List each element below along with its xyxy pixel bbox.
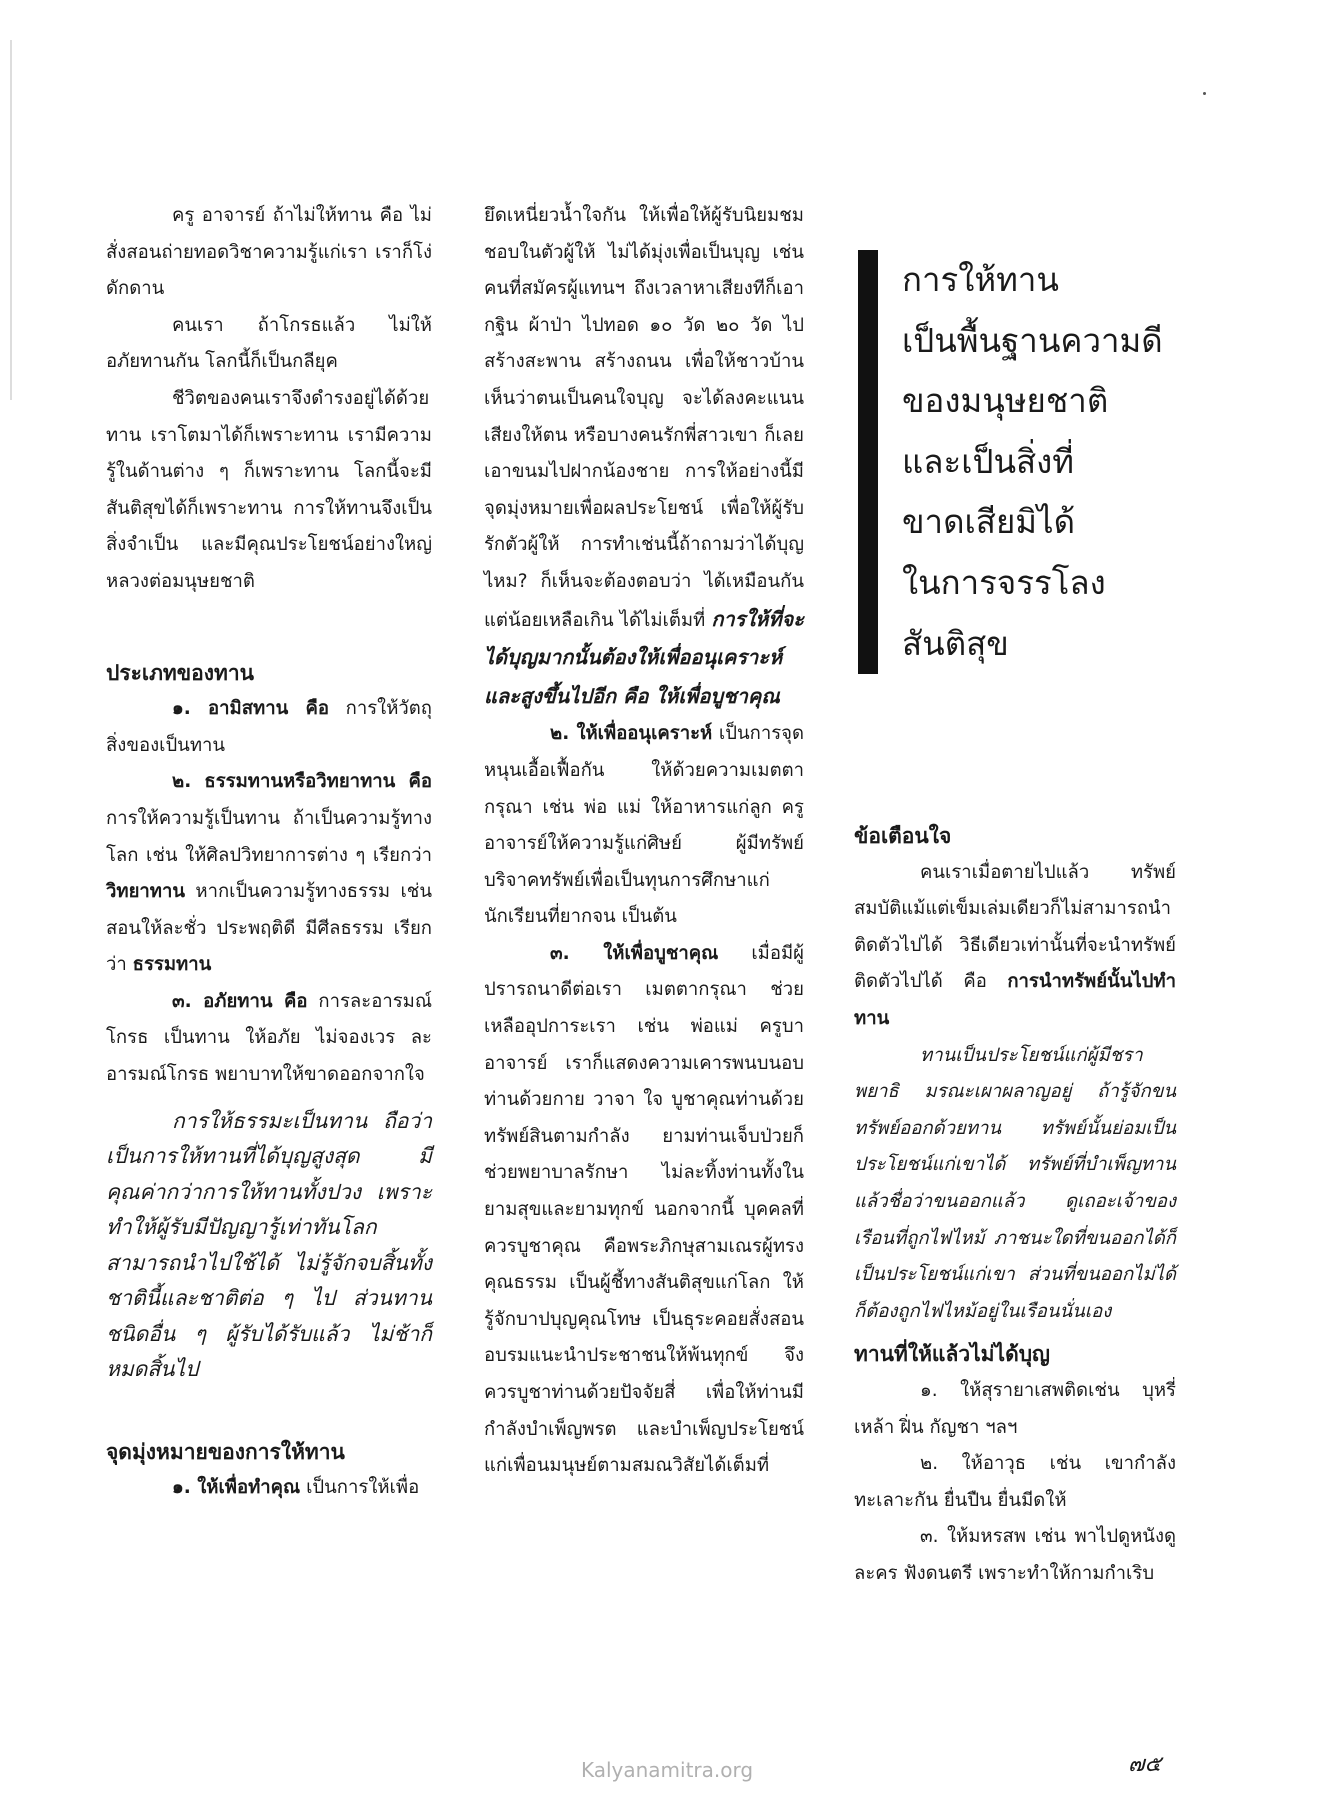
page-number: ๗๕	[1128, 1752, 1162, 1777]
emphasis-give-wealth: การนำทรัพย์นั้นไปทำทาน	[854, 971, 1176, 1029]
goal-1	[106, 1470, 432, 1507]
heading-types-of-giving: ประเภทของทาน	[106, 660, 254, 685]
goal-text: เมื่อมีผู้ปรารถนาดีต่อเรา เมตตากรุณา ช่วยเหลืออุปการะเรา เช่น พ่อแม่ ครูบาอาจารย์ เราก็แสดงความเคารพนบนอบท่านด้วยกาย วาจา ใจ บูชาคุณท่านด้วยทรัพย์สินตามกำลัง ยามท่านเจ็บป่วยก็ช่วยพยาบาลรักษา ไม่ละทิ้งท่านทั้งในยามสุขและยามทุกข์ นอกจากนี้ บุคคลที่ควรบูชาคุณ คือพระภิกษุสามเณรผู้ทรงคุณธรรม เป็นผู้ชี้ทางสันติสุขแก่โลก ให้รู้จักบาปบุญคุณโทษ เป็นธุระคอยสั่งสอนอบรมแนะนำประชาชนให้พ้นทุกข์ จึงควรบูชาท่านด้วยปัจจัยสี่ เพื่อให้ท่านมีกำลังบำเพ็ญพรต และบำเพ็ญประโยชน์แก่เพื่อนมนุษย์ตามสมณวิสัยได้เต็มที่	[484, 942, 804, 1477]
goal-2	[484, 716, 804, 936]
no-merit-item-1: ๑. ให้สุรายาเสพติดเช่น บุหรี่ เหล้า ฝิ่น กัญชา ฯลฯ	[854, 1379, 1176, 1438]
paragraph-wealth-after-death	[854, 855, 1176, 1038]
paragraph-life-by-giving: ชีวิตของคนเราจึงดำรงอยู่ได้ด้วยทาน เราโตมาได้ก็เพราะทาน เรามีความรู้ในด้านต่าง ๆ ก็เพราะทาน โลกนี้จะมีสันติสุขได้ก็เพราะทาน การให้ทานจึงเป็นสิ่งจำเป็น และมีคุณประโยชน์อย่างใหญ่หลวงต่อมนุษยชาติ	[106, 387, 432, 592]
item-text: หากเป็นความรู้ทางธรรม เช่น สอนให้ละชั่ว ประพฤติดี มีศีลธรรม เรียกว่า	[106, 881, 432, 976]
paragraph-continued	[484, 198, 804, 716]
heading-giving-without-merit: ทานที่ให้แล้วไม่ได้บุญ	[854, 1342, 1050, 1367]
term-vidya-dana: วิทยาทาน	[106, 881, 186, 903]
goal-text: เป็นการจุดหนุนเอื้อเฟื้อกัน ให้ด้วยความเมตตากรุณา เช่น พ่อ แม่ ให้อาหารแก่ลูก ครูอาจารย์ให้ความรู้แก่ศิษย์ ผู้มีทรัพย์บริจาคทรัพย์เพื่อเป็นทุนการศึกษาแก่นักเรียนที่ยากจน เป็นต้น	[484, 723, 804, 928]
emphasis-more-merit: การให้ที่จะได้บุญมากนั้นต้องให้เพื่ออนุเคราะห์ และสูงขึ้นไปอีก คือ ให้เพื่อบูชาคุณ	[484, 606, 804, 708]
paragraph-teacher: ครู อาจารย์ ถ้าไม่ให้ทาน คือ ไม่สั่งสอนถ่ายทอดวิชาความรู้แก่เรา เราก็โง่ดักดาน	[106, 205, 432, 300]
no-merit-item-3: ๓. ให้มหรสพ เช่น พาไปดูหนังดูละคร ฟังดนตรี เพราะทำให้กามกำเริบ	[854, 1526, 1176, 1584]
heading-reminder: ข้อเตือนใจ	[854, 824, 952, 848]
item-text: การละอารมณ์โกรธ เป็นทาน ให้อภัย ไม่จองเวร ละอารมณ์โกรธ พยาบาทให้ขาดออกจากใจ	[106, 990, 432, 1086]
paragraph-text: คนเราเมื่อตายไปแล้ว ทรัพย์สมบัติแม้แต่เข็มเล่มเดียวก็ไม่สามารถนำติดตัวไปได้ วิธีเดียวเท่านั้นที่จะนำทรัพย์ติดตัวไปได้ คือ	[854, 861, 1176, 993]
term-dhamma-dana: ธรรมทาน	[132, 954, 212, 976]
pull-quote-line: และเป็นสิ่งที่	[902, 441, 1075, 481]
item-label: ๒. ธรรมทานหรือวิทยาทาน คือ	[172, 771, 432, 793]
goal-label: ๒. ให้เพื่ออนุเคราะห์	[550, 723, 713, 745]
item-label: ๓. อภัยทาน คือ	[172, 990, 308, 1012]
pull-quote-line: สันติสุข	[902, 623, 1009, 663]
pull-quote-line: การให้ทาน	[902, 260, 1059, 299]
paragraph-text: ยึดเหนี่ยวน้ำใจกัน ให้เพื่อให้ผู้รับนิยมชมชอบในตัวผู้ให้ ไม่ได้มุ่งเพื่อเป็นบุญ เช่นคนที่สมัครผู้แทนฯ ถึงเวลาหาเสียงทีก็เอากฐิน ผ้าป่า ไปทอด ๑๐ วัด ๒๐ วัด ไปสร้างสะพาน สร้างถนน เพื่อให้ชาวบ้านเห็นว่าตนเป็นคนใจบุญ จะได้ลงคะแนนเสียงให้ตน หรือบางคนรักพี่สาวเขา ก็เลยเอาขนมไปฝากน้องชาย การให้อย่างนี้มีจุดมุ่งหมายเพื่อผลประโยชน์ เพื่อให้ผู้รับรักตัวผู้ให้ การทำเช่นนี้ถ้าถามว่าได้บุญไหม? ก็เห็นจะต้องตอบว่า ได้เหมือนกันแต่น้อยเหลือเกิน ได้ไม่เต็มที่	[484, 205, 804, 631]
column-middle	[484, 198, 804, 1485]
heading-purpose-of-giving: จุดมุ่งหมายของการให้ทาน	[106, 1439, 345, 1464]
goal-label: ๑. ให้เพื่อทำคุณ	[172, 1477, 301, 1499]
pull-quote-line: ขาดเสียมิได้	[902, 502, 1076, 542]
pull-quote-line: ในการจรรโลง	[902, 562, 1106, 602]
scan-speck	[1203, 92, 1206, 95]
paragraph-burning-house: ทานเป็นประโยชน์แก่ผู้มีชราพยาธิ มรณะเผาผลาญอยู่ ถ้ารู้จักขนทรัพย์ออกด้วยทาน ทรัพย์นั้นย่อมเป็นประโยชน์แก่เขาได้ ทรัพย์ที่บำเพ็ญทานแล้วชื่อว่าขนออกแล้ว ดูเถอะเจ้าของเรือนที่ถูกไฟไหม้ ภาชนะใดที่ขนออกได้ก็เป็นประโยชน์แก่เขา ส่วนที่ขนออกไม่ได้ก็ต้องถูกไฟไหม้อยู่ในเรือนนั่นเอง	[854, 1044, 1176, 1322]
paragraph-forgiveness: คนเรา ถ้าโกรธแล้ว ไม่ให้อภัยทานกัน โลกนี้ก็เป็นกลียุค	[106, 314, 432, 373]
item-amisa-dana	[106, 691, 432, 764]
scan-edge-mark	[10, 40, 12, 400]
item-abhaya-dana	[106, 984, 432, 1094]
item-label: ๑. อามิสทาน คือ	[172, 698, 329, 720]
goal-3	[484, 936, 804, 1485]
pull-quote-line: เป็นพื้นฐานความดี	[902, 320, 1163, 360]
goal-text: เป็นการให้เพื่อ	[306, 1477, 420, 1499]
paragraph-dhamma-highest: การให้ธรรมะเป็นทาน ถือว่าเป็นการให้ทานที่ได้บุญสูงสุด มีคุณค่ากว่าการให้ทานทั้งปวง เพราะทำให้ผู้รับมีปัญญารู้เท่าทันโลก สามารถนำไปใช้ได้ ไม่รู้จักจบสิ้นทั้งชาตินี้และชาติต่อ ๆ ไป ส่วนทานชนิดอื่น ๆ ผู้รับได้รับแล้ว ไม่ช้าก็หมดสิ้นไป	[106, 1108, 432, 1382]
pull-quote-line: ของมนุษยชาติ	[902, 381, 1109, 421]
goal-label: ๓. ให้เพื่อบูชาคุณ	[550, 942, 719, 964]
pull-quote	[858, 250, 1222, 674]
no-merit-item-2: ๒. ให้อาวุธ เช่น เขากำลังทะเลาะกัน ยื่นปืน ยื่นมีดให้	[854, 1453, 1176, 1511]
column-left	[106, 198, 432, 1507]
item-dhamma-dana	[106, 764, 432, 984]
watermark: Kalyanamitra.org	[580, 1758, 754, 1782]
column-right	[854, 818, 1176, 1592]
item-text: การให้วัตถุสิ่งของเป็นทาน	[106, 698, 432, 756]
item-text: การให้ความรู้เป็นทาน ถ้าเป็นความรู้ทางโลก เช่น ให้ศิลปวิทยาการต่าง ๆ เรียกว่า	[106, 807, 432, 866]
